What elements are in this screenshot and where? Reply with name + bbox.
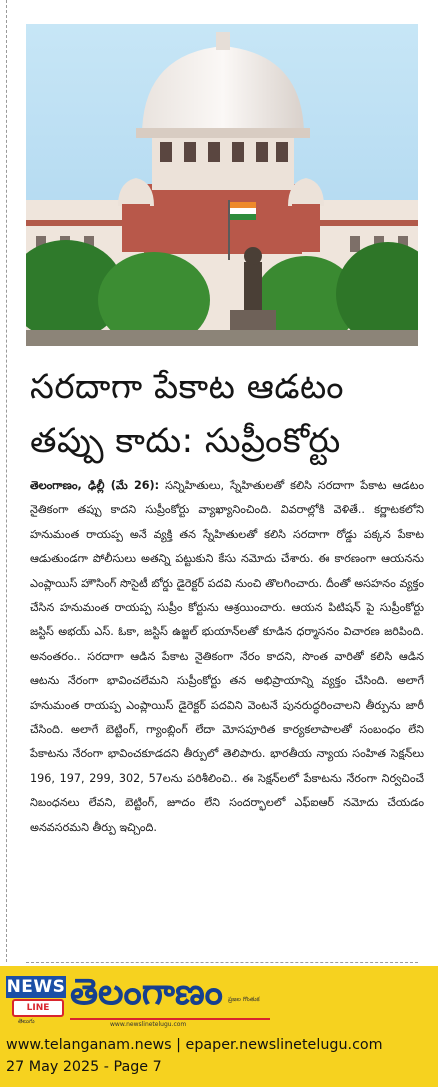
footer-divider xyxy=(26,962,418,963)
footer-date-page: 27 May 2025 - Page 7 xyxy=(6,1059,162,1075)
dateline: తెలంగాణం, ఢిల్లీ (మే 26): xyxy=(30,479,160,492)
newsline-logo xyxy=(6,976,66,1025)
article-body xyxy=(30,474,424,840)
footer-bar xyxy=(0,966,438,1087)
supreme-court-photo xyxy=(26,24,418,346)
logo-news-text: NEWS xyxy=(6,977,66,997)
headline-line-1: సరదాగా పేకాట ఆడటం xyxy=(30,367,344,407)
brand-name: తెలంగాణం xyxy=(70,972,223,1013)
brand-site: www.newslinetelugu.com xyxy=(110,1021,187,1028)
brand-tagline: ప్రజల గొంతుక xyxy=(228,996,260,1003)
footer-links: www.telanganam.news | epaper.newslinetelugu.com xyxy=(6,1037,383,1053)
column-divider-left xyxy=(6,0,7,962)
headline-line-2: తప్పు కాదు: సుప్రీంకోర్టు xyxy=(30,421,341,461)
logo-sub-text: తెలుగు xyxy=(18,1018,35,1025)
logo-line-text: LINE xyxy=(12,999,64,1017)
headline xyxy=(30,360,420,468)
article-text: సన్నిహితులు, స్నేహితులతో కలిసి సరదాగా పేకాట ఆడటం నైతికంగా తప్పు కాదని సుప్రీంకోర్టు వ్యాఖ్యానించింది. వివరాల్లోకి వెళితే.. కర్ణాటకలోని హనుమంత రాయప్ప అనే వ్యక్తి తన స్నేహితులతో కలిసి సరదాగా రోడ్డు పక్కన పేకాట ఆడుతుండగా పోలీసులు అతన్ని పట్టుకుని కేసు నమోదు చేశారు. ఈ కారణంగా ఆయనను ఎంప్లాయిస్ హౌసింగ్ సొసైటీ బోర్డు డైరెక్టర్ పదవి నుంచి తొలగించారు. దీంతో అసహనం వ్యక్తం చేసిన హనుమంత రాయప్ప సుప్రీం కోర్టును ఆశ్రయించారు. ఆయన పిటిషన్ పై సుప్రీంకోర్టు జస్టిస్ అభయ్ ఎస్. ఓకా, జస్టిస్ ఉజ్జల్ భుయాన్‌లతో కూడిన ధర్మాసనం విచారణ జరిపింది. అనంతరం.. సరదాగా ఆడిన పేకాట నైతికంగా నేరం కాదని, సొంత వారితో కలిసి ఆడిన ఆటను నేరంగా భావించలేమని సుప్రీంకోర్టు తన అభిప్రాయాన్ని వ్యక్తం చేసింది. అలాగే హనుమంత రాయప్ప ఎంప్లాయిస్ డైరెక్టర్ పదవిని వెంటనే పునరుద్ధరించాలని తీర్పును జారీ చేసింది. అలాగే బెట్టింగ్, గ్యాంబ్లింగ్ లేదా మోసపూరిత కార్యకలాపాలతో సంబంధం లేని పేకాటను నేరంగా భావించకూడదని తీర్పులో తెలిపారు. భారతీయ న్యాయ సంహిత సెక్షన్‌లు 196, 197, 299, 302, 57లను పరిశీలించి.. ఈ సెక్షన్‌లలో పేకాటను నేరంగా నిర్వచించే నిబంధనలు లేవని, బెట్టింగ్, జూదం లేని సందర్భాలలో ఎఫ్ఐఆర్ నమోదు చేయడం అనవసరమని తీర్పు ఇచ్చింది. xyxy=(30,479,425,834)
